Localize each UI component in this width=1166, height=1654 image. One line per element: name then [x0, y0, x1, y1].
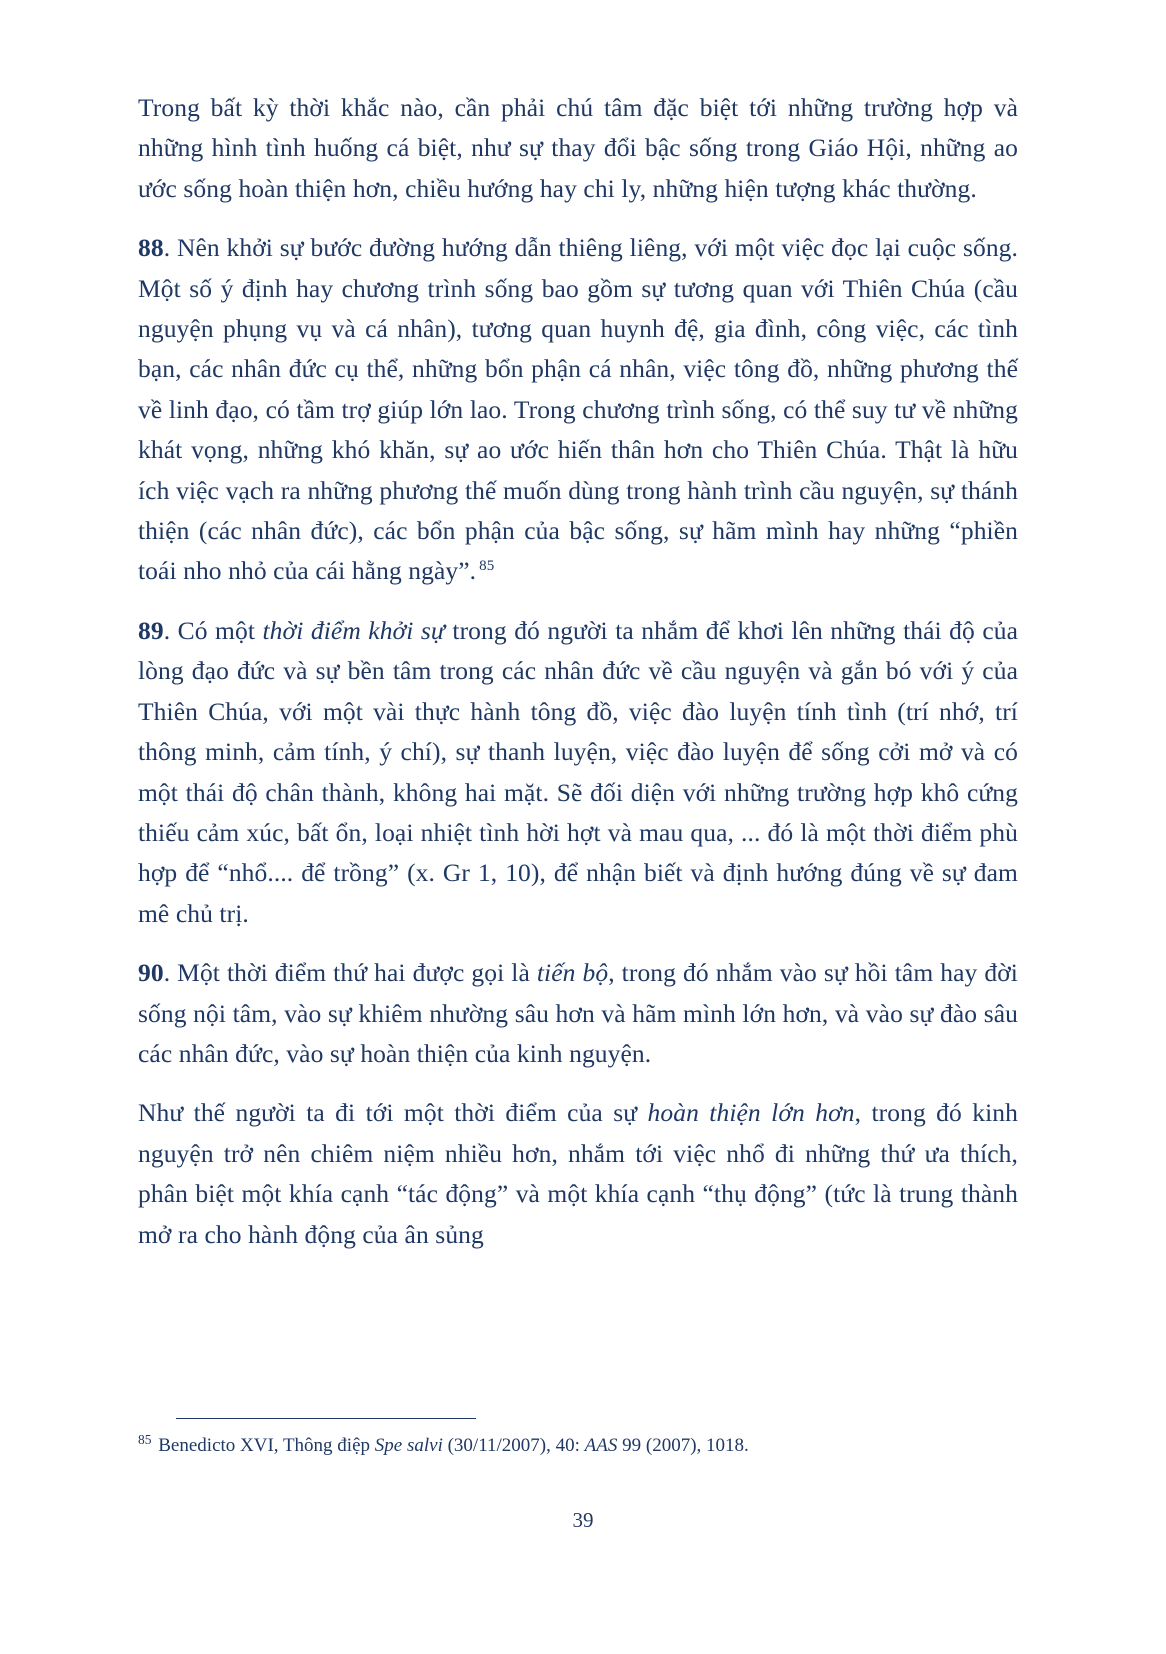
footnote-reference-85: 85 — [479, 557, 495, 574]
footnote-separator-rule — [176, 1418, 476, 1419]
footnote-text-before: Benedicto XVI, Thông điệp — [153, 1435, 375, 1456]
footnote-title-italic: Spe salvi — [374, 1435, 443, 1456]
paragraph-89-emphasis: thời điểm khởi sự — [262, 615, 445, 645]
paragraph-number-88: 88 — [138, 233, 164, 263]
paragraph-90-text-before: . Một thời điểm thứ hai được gọi là — [163, 958, 537, 988]
paragraph-90-text-after: , trong đó nhắm vào sự hồi tâm hay đời sống nội tâm, vào sự khiêm nhường sâu hơn và hãm mình lớn hơn, và vào sự đào sâu các nhân đức, vào sự hoàn thiện của kinh nguyện. — [138, 958, 1018, 1068]
paragraph-88-text: . Nên khởi sự bước đường hướng dẫn thiêng liêng, với một việc đọc lại cuộc sống. Một số ý định hay chương trình sống bao gồm sự tương quan với Thiên Chúa (cầu nguyện phụng vụ và cá nhân), tương quan huynh đệ, gia đình, công việc, các tình bạn, các nhân đức cụ thể, những bổn phận cá nhân, việc tông đồ, những phương thế về linh đạo, có tầm trợ giúp lớn lao. Trong chương trình sống, có thể suy tư về những khát vọng, những khó khăn, sự ao ước hiến thân hơn cho Thiên Chúa. Thật là hữu ích việc vạch ra những phương thế muốn dùng trong hành trình cầu nguyện, sự thánh thiện (các nhân đức), các bổn phận của bậc sống, sự hãm mình hay những “phiền toái nho nhỏ của cái hằng ngày”. — [138, 233, 1018, 586]
footnote-area — [138, 1418, 1018, 1459]
paragraph-89-text-before: . Có một — [163, 615, 263, 645]
footnote-source-italic: AAS — [584, 1435, 618, 1456]
paragraph-final-text-after: , trong đó kinh nguyện trở nên chiêm niệm nhiều hơn, nhắm tới việc nhổ đi những thứ ưa thích, phân biệt một khía cạnh “tác động” và một khía cạnh “thụ động” (tức là trung thành mở ra cho hành động của ân sủng — [138, 1098, 1018, 1249]
paragraph-89-text-after: trong đó người ta nhắm để khơi lên những thái độ của lòng đạo đức và sự bền tâm trong các nhân đức về cầu nguyện và gắn bó với ý của Thiên Chúa, với một vài thực hành tông đồ, việc đào luyện tính tình (trí nhớ, trí thông minh, cảm tính, ý chí), sự thanh luyện, việc đào luyện để sống cởi mở và có một thái độ chân thành, không hai mặt. Sẽ đối diện với những trường hợp khô cứng thiếu cảm xúc, bất ổn, loại nhiệt tình hời hợt và mau qua, ... đó là một thời điểm phù hợp để “nhổ.... để trồng” (x. Gr 1, 10), để nhận biết và định hướng đúng về sự đam mê chủ trị. — [138, 615, 1019, 928]
footnote-text-after: 99 (2007), 1018. — [617, 1435, 749, 1456]
paragraph-90-emphasis: tiến bộ — [536, 958, 609, 988]
paragraph-final — [138, 1093, 1018, 1255]
paragraph-final-emphasis: hoàn thiện lớn hơn — [647, 1098, 855, 1128]
paragraph-number-90: 90 — [138, 958, 164, 988]
footnote-85 — [138, 1433, 1018, 1459]
footnote-text-mid: (30/11/2007), 40: — [442, 1435, 585, 1456]
paragraph-final-text-before: Như thế người ta đi tới một thời điểm của sự — [138, 1098, 648, 1128]
paragraph-number-89: 89 — [138, 615, 164, 645]
paragraph-89 — [138, 611, 1018, 934]
page-number: 39 — [572, 1508, 594, 1532]
paragraph-90 — [138, 953, 1018, 1074]
paragraph-88 — [138, 228, 1018, 592]
footnote-marker: 85 — [138, 1431, 152, 1447]
paragraph-continued: Trong bất kỳ thời khắc nào, cần phải chú tâm đặc biệt tới những trường hợp và những hình tình huống cá biệt, như sự thay đổi bậc sống trong Giáo Hội, những ao ước sống hoàn thiện hơn, chiều hướng hay chi ly, những hiện tượng khác thường. — [138, 93, 1018, 203]
